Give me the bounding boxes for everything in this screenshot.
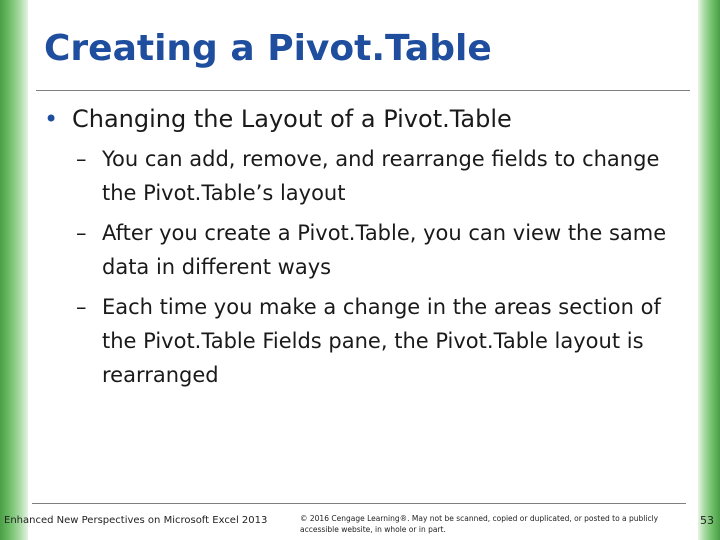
- dash-marker: –: [76, 221, 87, 245]
- footer-copyright: © 2016 Cengage Learning®. May not be scanned, copied or duplicated, or posted to a publicly accessible website, in whole or in part.: [300, 514, 659, 534]
- sub-bullet-text: Each time you make a change in the areas section of the Pivot.Table Fields pane, the Pivot.Table layout is rearranged: [102, 295, 661, 387]
- slide-content: [44, 102, 674, 398]
- title-divider: [36, 90, 690, 91]
- main-bullet: [44, 102, 674, 136]
- main-bullet-text: Changing the Layout of a Pivot.Table: [72, 105, 512, 133]
- sub-bullet-item: [76, 216, 674, 284]
- dash-marker: –: [76, 147, 87, 171]
- sub-bullet-text: After you create a Pivot.Table, you can view the same data in different ways: [102, 221, 667, 279]
- page-number: 53: [700, 514, 714, 527]
- sub-bullet-list: [44, 142, 674, 392]
- right-decorative-bar: [698, 0, 720, 540]
- left-decorative-bar: [0, 0, 28, 540]
- footer-divider: [32, 503, 686, 504]
- dash-marker: –: [76, 295, 87, 319]
- sub-bullet-item: [76, 142, 674, 210]
- slide-title: Creating a Pivot.Table: [44, 28, 492, 69]
- sub-bullet-text: You can add, remove, and rearrange fields to change the Pivot.Table’s layout: [102, 147, 660, 205]
- bullet-marker: •: [44, 105, 59, 133]
- sub-bullet-item: [76, 290, 674, 392]
- footer-book-title: Enhanced New Perspectives on Microsoft Excel 2013: [4, 515, 268, 526]
